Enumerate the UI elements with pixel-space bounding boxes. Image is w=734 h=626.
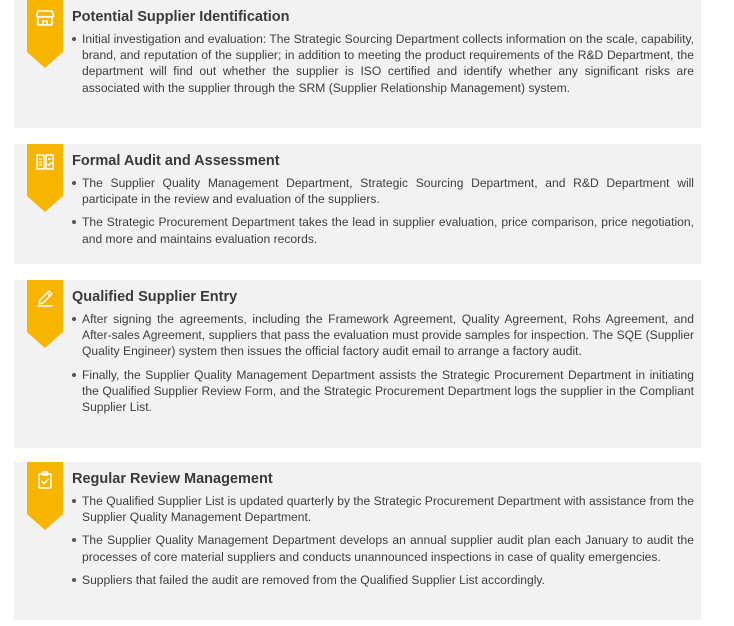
list-item: Suppliers that failed the audit are removed from the Qualified Supplier List accordingly. [72,572,694,588]
section-title: Regular Review Management [72,471,273,487]
section-qualified-supplier-entry [14,280,701,448]
section-title: Formal Audit and Assessment [72,153,280,169]
section-ribbon [27,144,63,212]
clipboard-check-icon [35,470,55,490]
list-item: Initial investigation and evaluation: The Strategic Sourcing Department collects information on the scale, capability, brand, and reputation of the supplier; in addition to meeting the product requirements of the R&D Department, the department will find out whether the supplier is ISO certified and identify whether any significant risks are associated with the supplier through the SRM (Supplier Relationship Management) system. [72,31,694,96]
section-list [72,31,694,103]
section-ribbon [27,280,63,348]
section-list [72,311,694,422]
section-title: Potential Supplier Identification [72,9,290,25]
section-list [72,175,694,254]
pen-icon [35,288,55,308]
list-item: Finally, the Supplier Quality Management Department assists the Strategic Procurement Department in initiating the Qualified Supplier Review Form, and the Strategic Procurement Department logs the supplier in the Compliant Supplier List. [72,367,694,416]
section-title: Qualified Supplier Entry [72,289,238,305]
list-item: The Qualified Supplier List is updated quarterly by the Strategic Procurement Department with assistance from the Supplier Quality Management Department. [72,493,694,525]
section-potential-supplier-identification [14,0,701,128]
section-ribbon [27,0,63,68]
list-item: The Supplier Quality Management Department develops an annual supplier audit plan each January to audit the processes of core material suppliers and conducts unannounced inspections in case of quality emergencies. [72,532,694,564]
section-list [72,493,694,595]
storefront-icon [35,8,55,28]
checklist-book-icon [35,152,55,172]
list-item: The Strategic Procurement Department takes the lead in supplier evaluation, price comparison, price negotiation, and more and maintains evaluation records. [72,214,694,246]
section-ribbon [27,462,63,530]
list-item: The Supplier Quality Management Department, Strategic Sourcing Department, and R&D Department will participate in the review and evaluation of the suppliers. [72,175,694,207]
section-regular-review-management [14,462,701,620]
list-item: After signing the agreements, including the Framework Agreement, Quality Agreement, Rohs Agreement, and After-sales Agreement, suppliers that pass the evaluation must provide samples for inspection. The SQE (Supplier Quality Engineer) system then issues the official factory audit email to arrange a factory audit. [72,311,694,360]
section-formal-audit-and-assessment [14,144,701,264]
